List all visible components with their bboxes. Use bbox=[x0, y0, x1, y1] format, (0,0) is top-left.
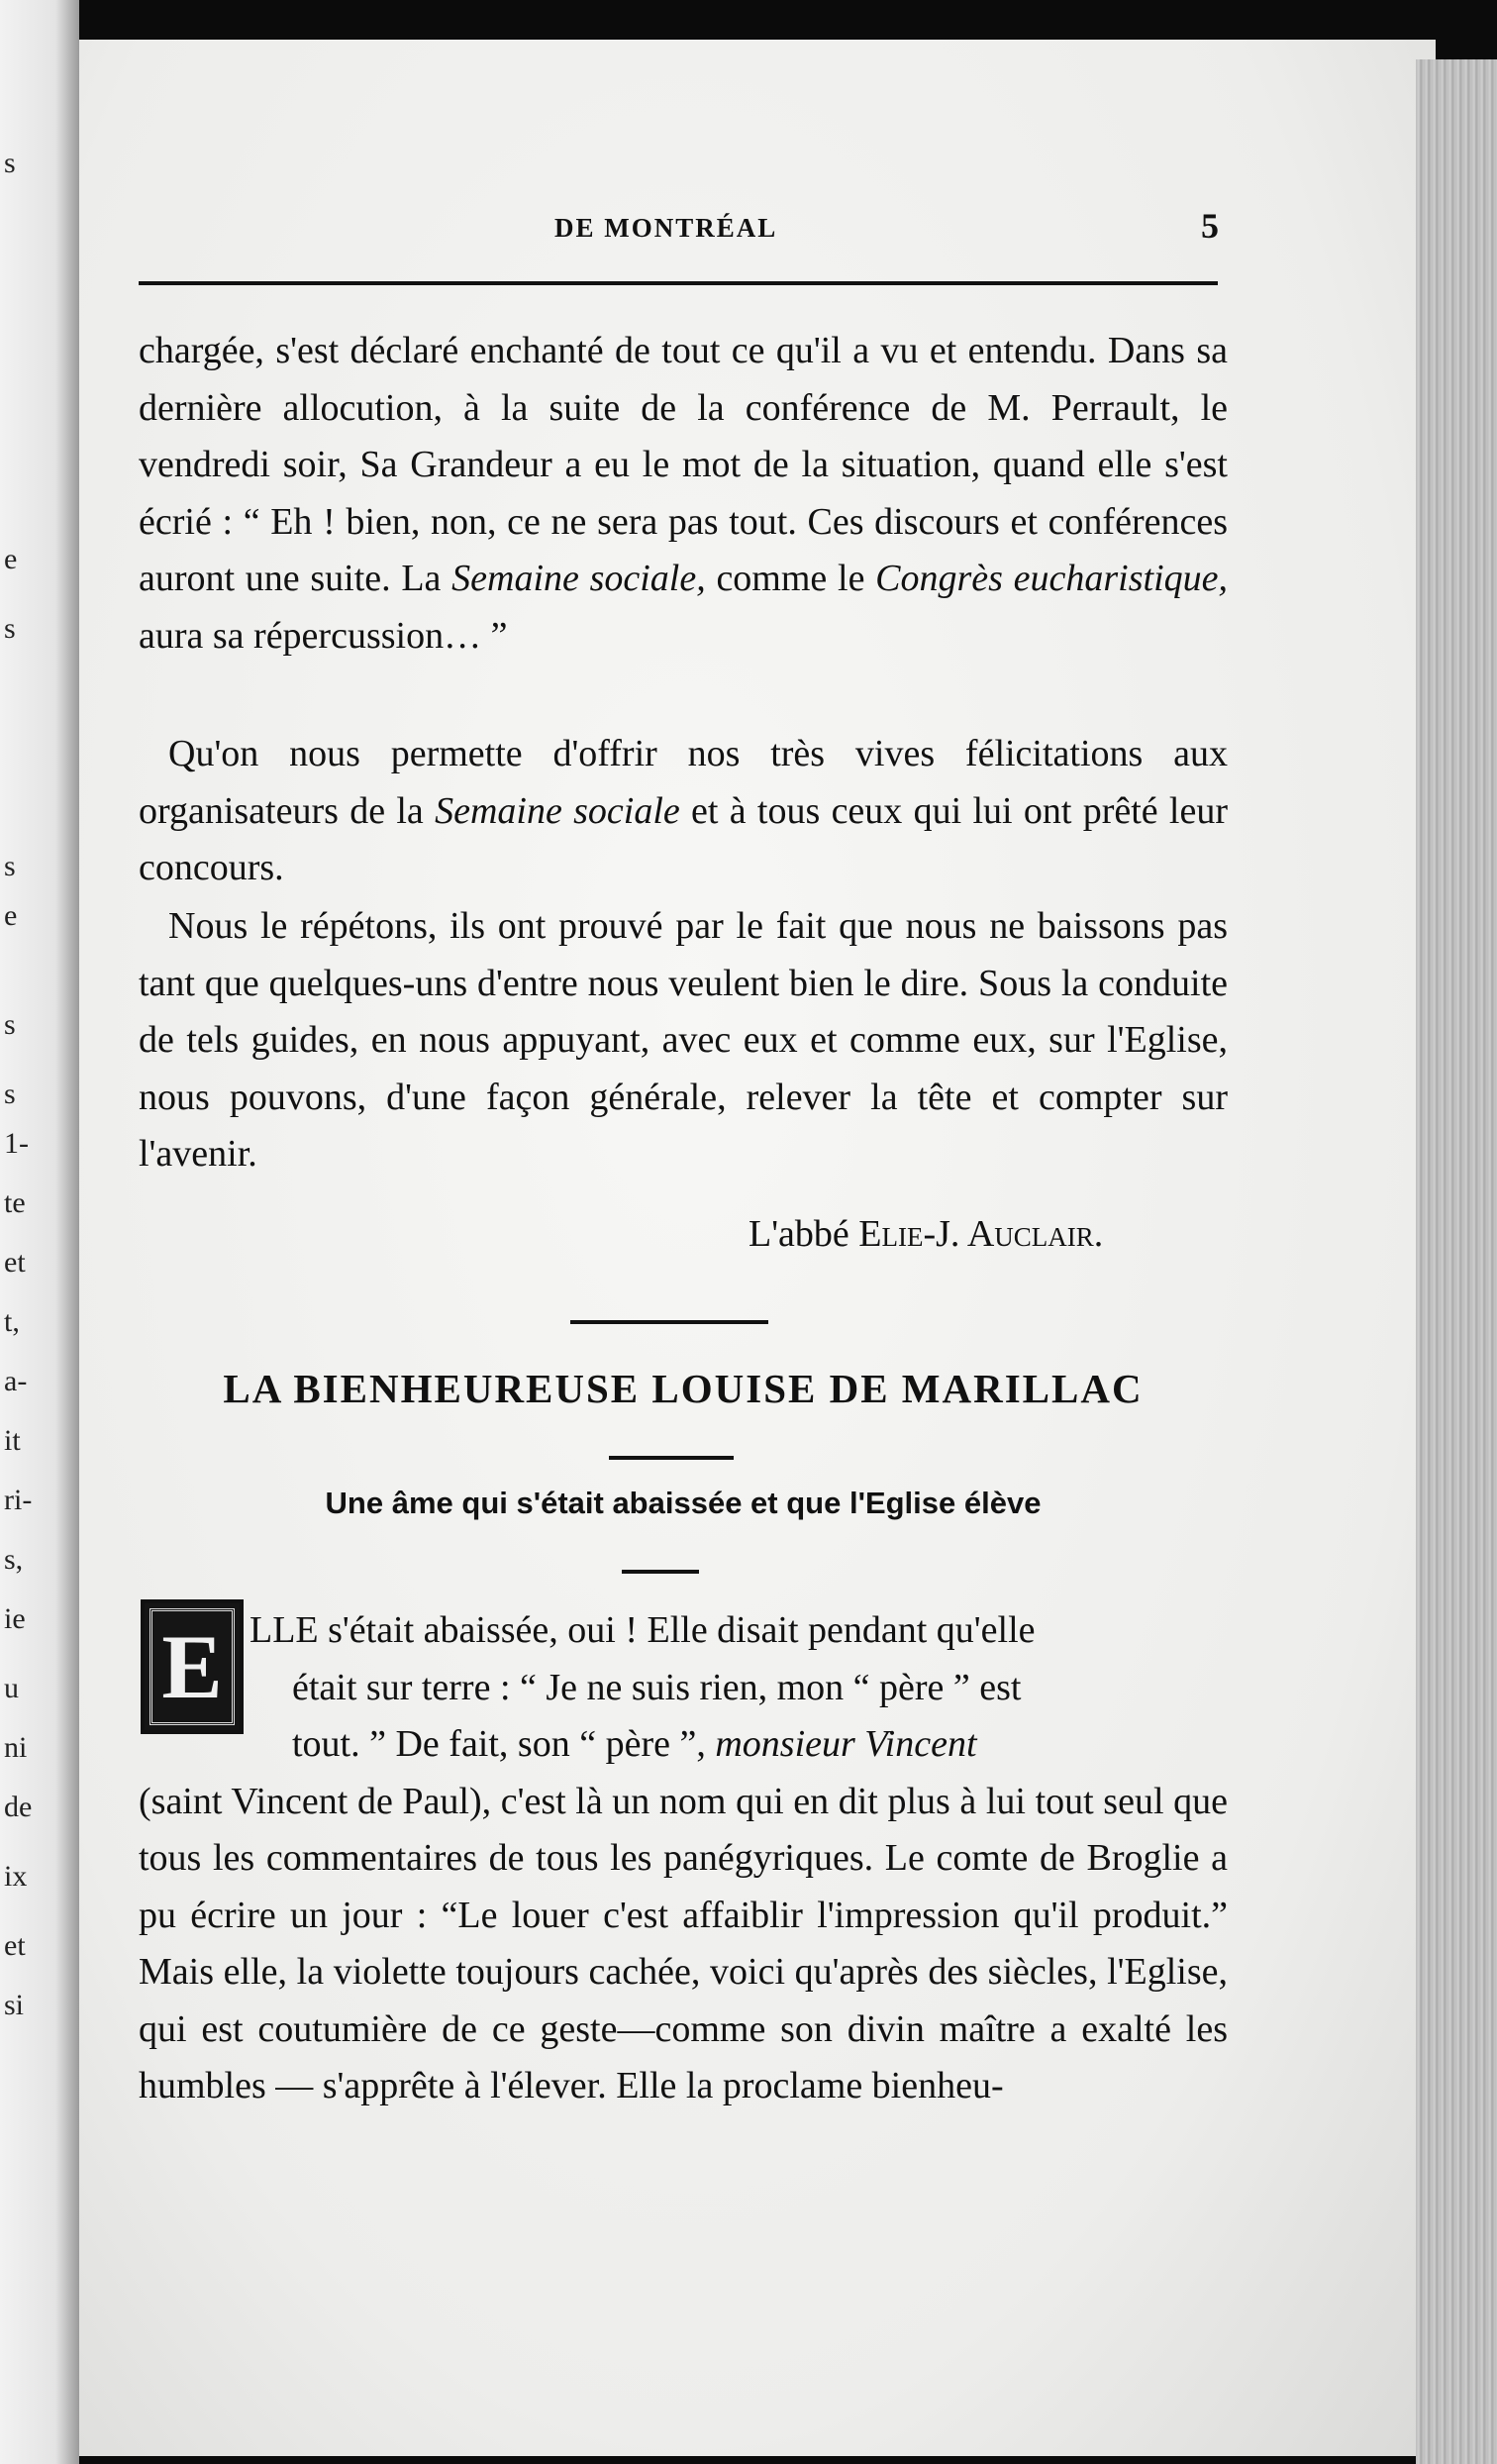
signature-name: Elie-J. Auclair. bbox=[858, 1213, 1104, 1255]
paragraph-2 bbox=[139, 726, 1228, 897]
facing-page-fragment: s bbox=[4, 1008, 16, 1041]
facing-page-fragment: it bbox=[4, 1424, 21, 1457]
facing-page-fragment: s bbox=[4, 1078, 16, 1110]
paragraph-2-italic: Semaine sociale bbox=[435, 789, 680, 832]
paragraph-2-end: et à tous ceux qui lui ont prêté leur concours. bbox=[139, 789, 1229, 888]
facing-page-fragment: t, bbox=[4, 1305, 20, 1338]
facing-page-fragment: 1- bbox=[4, 1127, 29, 1160]
article-title: LA BIENHEUREUSE LOUISE DE MARILLAC bbox=[223, 1366, 1144, 1411]
paragraph-1-mid: comme le bbox=[705, 558, 876, 599]
subtitle-rule bbox=[622, 1570, 699, 1574]
signature-prefix: L'abbé bbox=[748, 1213, 859, 1255]
facing-page-fragment: s bbox=[4, 850, 16, 882]
page-stack-edge bbox=[1416, 59, 1497, 2464]
article-line-2: était sur terre : “ Je ne suis rien, mon “ père ” est bbox=[292, 1666, 1022, 1708]
facing-page-fragment: s, bbox=[4, 1543, 24, 1576]
article-line-3 bbox=[139, 1716, 1228, 1774]
facing-page-fragment: s bbox=[4, 612, 16, 645]
facing-page-fragment: ix bbox=[4, 1860, 28, 1893]
facing-page-edge bbox=[0, 0, 79, 2464]
section-rule bbox=[570, 1320, 768, 1324]
facing-page-fragment: ni bbox=[4, 1731, 28, 1764]
title-rule bbox=[609, 1456, 734, 1460]
facing-page-fragment: et bbox=[4, 1246, 26, 1279]
facing-page-fragment: a- bbox=[4, 1365, 28, 1397]
drop-cap-letter: E bbox=[150, 1608, 235, 1725]
paragraph-1-italic-2: Congrès eucharistique, bbox=[875, 558, 1229, 599]
article-line-1: LLE s'était abaissée, oui ! Elle disait pendant qu'elle bbox=[250, 1609, 1036, 1651]
paragraph-3-text: Nous le répétons, ils ont prouvé par le fait que nous ne baissons pas tant que quelques-uns d'entre nous veulent bien le dire. Sous la conduite de tels guides, en nous appuyant, avec eux et comme eux, sur l'Eglise, nous pouvons, d'une façon générale, relever la tête et compter sur l'avenir. bbox=[139, 905, 1228, 1175]
paragraph-3 bbox=[139, 898, 1228, 1183]
running-head: DE MONTRÉAL bbox=[554, 213, 778, 243]
facing-page-fragment: ie bbox=[4, 1602, 26, 1635]
paragraph-1-text: chargée, s'est déclaré enchanté de tout ce qu'il a vu et entendu. Dans sa dernière allocution, à la suite de la conférence de M. Perrault, le vendredi soir, Sa Grandeur a eu le mot de la situation, quand elle s'est écrié : “ Eh ! bien, non, ce ne sera pas tout. Ces discours et conférences auront une suite. La bbox=[139, 330, 1228, 599]
facing-page-fragment: si bbox=[4, 1989, 25, 2021]
facing-page-fragment: s bbox=[4, 147, 16, 179]
article-rest: (saint Vincent de Paul), c'est là un nom qui en dit plus à lui tout seul que tous les commentaires de tous les panégyriques. Le comte de Broglie a pu écrire un jour : “Le louer c'est affaiblir l'impression qu'il produit.” Mais elle, la violette toujours cachée, voici qu'après des siècles, l'Eglise, qui est coutumière de ce geste—comme son divin maître a exalté les humbles — s'apprête à l'élever. Elle la proclame bienheu- bbox=[139, 1780, 1228, 2106]
facing-page-fragment: ri- bbox=[4, 1484, 33, 1516]
header-rule bbox=[139, 281, 1218, 285]
facing-page-fragment: e bbox=[4, 543, 18, 575]
paragraph-1-end: aura sa répercussion… ” bbox=[139, 614, 508, 657]
paragraph-1 bbox=[139, 323, 1228, 665]
facing-page-fragment: e bbox=[4, 899, 18, 932]
paragraph-2-start: Qu'on nous permette d'offrir nos très vives félicitations aux organisateurs de la bbox=[139, 733, 1228, 832]
article-line-3-start: tout. ” De fait, son “ père ”, bbox=[292, 1723, 716, 1765]
article-subtitle: Une âme qui s'était abaissée et que l'Eglise élève bbox=[325, 1486, 1042, 1520]
facing-page-fragment: te bbox=[4, 1186, 26, 1219]
facing-page-fragment: et bbox=[4, 1929, 26, 1962]
signature bbox=[748, 1206, 1103, 1263]
page-number: 5 bbox=[1201, 206, 1219, 246]
article-body bbox=[139, 1602, 1228, 2115]
facing-page-fragment: u bbox=[4, 1672, 19, 1704]
paragraph-1-italic-1: Semaine sociale, bbox=[451, 558, 706, 599]
article-line-3-italic: monsieur Vincent bbox=[715, 1723, 977, 1765]
facing-page-fragment: de bbox=[4, 1791, 33, 1823]
